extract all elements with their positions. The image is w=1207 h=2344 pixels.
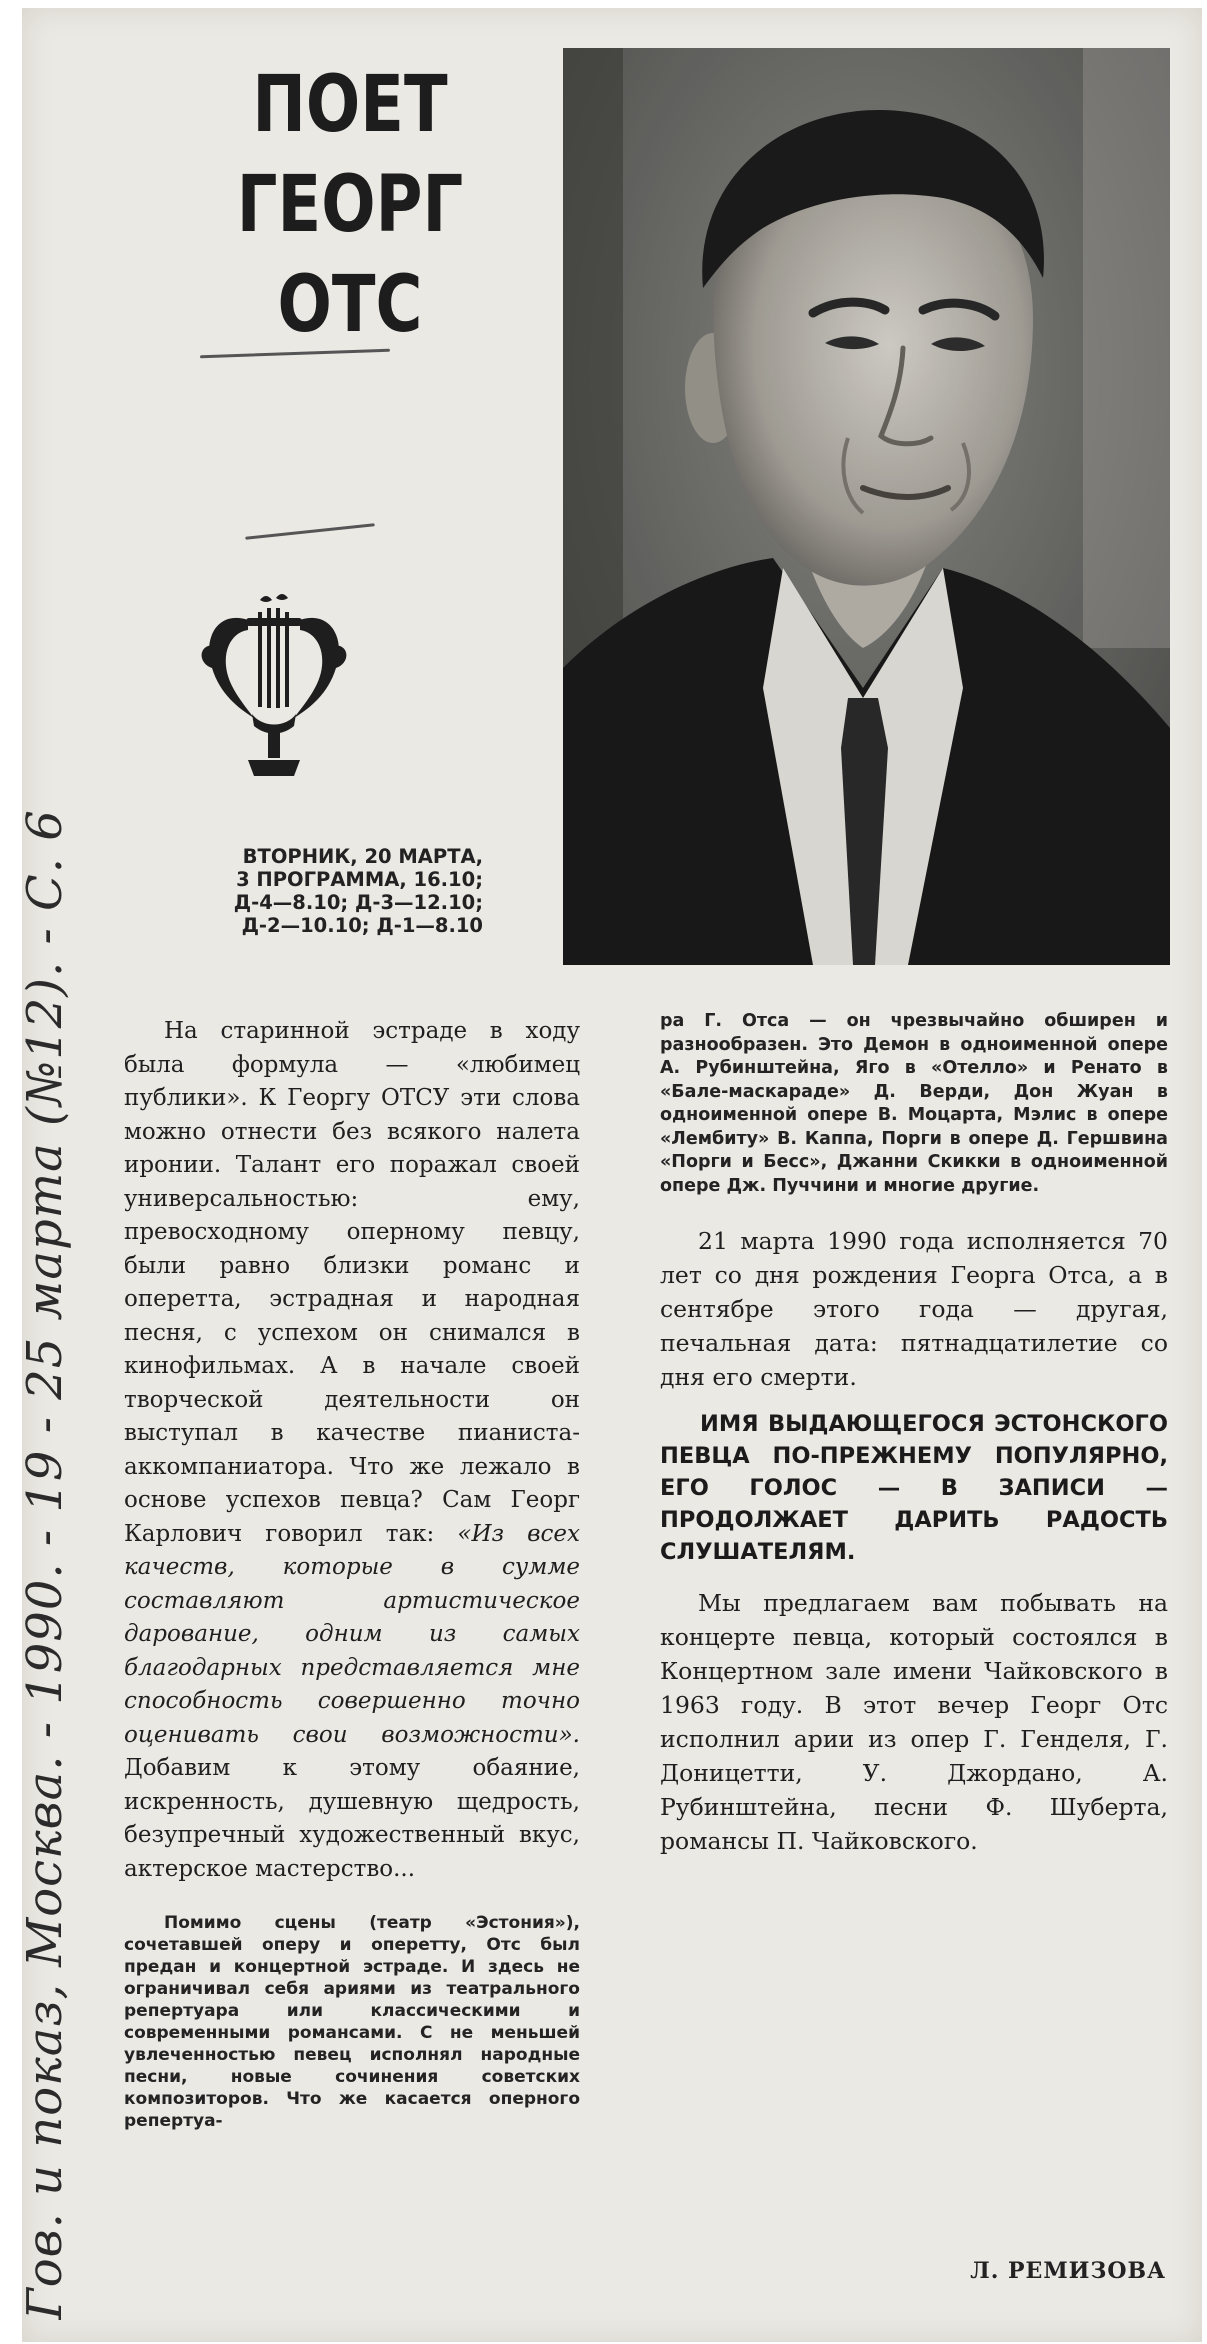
paragraph-intro — [124, 1015, 580, 1886]
portrait-illustration — [563, 48, 1170, 965]
article-right-column — [660, 1010, 1168, 1858]
paragraph-intro-text: На старинной эстраде в ходу была формула — «любимец публики». К Георгу ОТСУ эти слова можно отнести без всякого налета иронии. Талант его поражал своей универсальностью: ему, превосходному оперному певцу, были равно близки романс и оперетта, эстрадная и народная песня, с успехом он снимался в кинофильмах. А в начале своей творческой деятельности он выступал в качестве пианиста-аккомпаниатора. Что же лежало в основе успехов певца? Сам Георг Карлович говорил так: — [124, 1018, 580, 1547]
paragraph-intro-end: Добавим к этому обаяние, искренность, душевную щедрость, безупречный художественный вкус, актерское мастерство... — [124, 1755, 580, 1882]
lyre-icon — [198, 590, 348, 790]
paragraph-concerts: Помимо сцены (театр «Эстония»), сочетавшей оперу и оперетту, Отс был предан и концертной эстраде. И здесь не ограничивал себя ариями из театрального репертуара или классическими и современными романсами. С не меньшей увлеченностью певец исполнял народные песни, новые сочинения советских композиторов. Что же касается оперного репертуа- — [124, 1913, 580, 2131]
handwritten-citation-text: Гов. и показ, Москва. - 1990. - 19 - 25 марта (№12). - С. 6 — [17, 809, 73, 2320]
author-signature: Л. РЕМИЗОВА — [970, 2258, 1166, 2284]
headline-line-2: ГЕОРГ — [236, 160, 464, 250]
paragraph-repertoire: ра Г. Отса — он чрезвычайно обширен и разнообразен. Это Демон в одноименной опере А. Рубинштейна, Яго в «Отелло» и Ренато в «Бале-маскараде» Д. Верди, Дон Жуан в одноименной опере В. Моцарта, Мэлис в опере «Лембиту» В. Каппа, Порги в опере Д. Гершвина «Порги и Бесс», Джанни Скикки в одноименной опере Дж. Пуччини и многие другие. — [660, 1011, 1168, 1196]
schedule-line-4: Д-2—10.10; Д-1—8.10 — [241, 914, 483, 937]
quote-ots: «Из всех качеств, которые в сумме составляют артистическое дарование, одним из самых благодарных представляется мне способность совершенно точно оценивать свои возможности». — [124, 1520, 580, 1748]
schedule-line-1: ВТОРНИК, 20 МАРТА, — [242, 845, 483, 868]
article-left-column — [124, 1015, 580, 2132]
schedule-line-2: 3 ПРОГРАММА, 16.10; — [236, 868, 483, 891]
portrait-photo — [563, 48, 1170, 965]
paragraph-concert-invite: Мы предлагаем вам побывать на концерте певца, который состоялся в Концертном зале имени Чайковского в 1963 году. В этот вечер Георг Отс исполнил арии из опер Г. Генделя, Г. Доницетти, У. Джордано, А. Рубинштейна, песни Ф. Шуберта, романсы П. Чайковского. — [660, 1589, 1168, 1855]
headline-line-1: ПОЕТ — [252, 60, 448, 150]
callout-popularity: ИМЯ ВЫДАЮЩЕГОСЯ ЭСТОНСКОГО ПЕВЦА ПО-ПРЕЖНЕМУ ПОПУЛЯРНО, ЕГО ГОЛОС — В ЗАПИСИ — ПРОДОЛЖАЕТ ДАРИТЬ РАДОСТЬ СЛУШАТЕЛЯМ. — [660, 1411, 1168, 1565]
handwritten-citation — [10, 760, 80, 2320]
broadcast-schedule — [128, 845, 483, 937]
headline-line-3: ОТС — [277, 260, 423, 350]
schedule-line-3: Д-4—8.10; Д-3—12.10; — [233, 891, 483, 914]
paragraph-anniversary: 21 марта 1990 года исполняется 70 лет со дня рождения Георга Отса, а в сентябре этого года — другая, печальная дата: пятнадцатилетие со дня его смерти. — [660, 1227, 1168, 1391]
headline — [186, 55, 514, 355]
